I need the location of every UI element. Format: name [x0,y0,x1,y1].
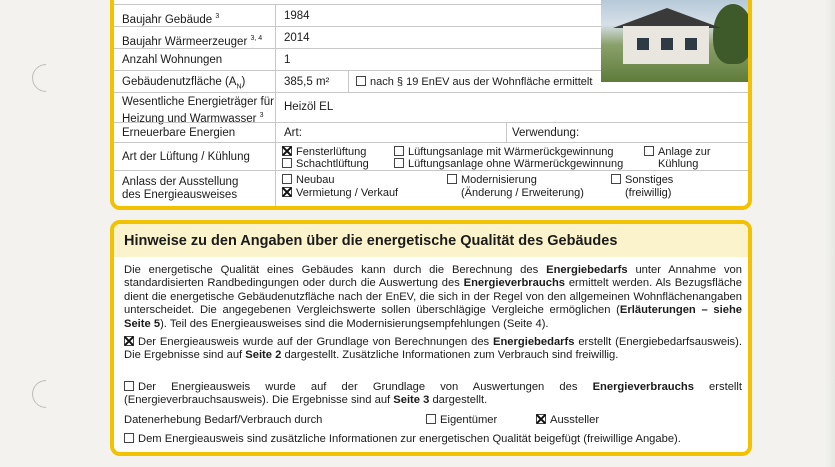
bedarf-text-3: dargestellt. Zusätzliche Informationen zum Verbrauch sind freiwillig. [281,349,619,362]
label-baujahr-gebaeude: Baujahr Gebäude [122,13,213,26]
punch-hole-bottom [26,374,66,414]
hinweise-header [114,224,748,257]
bedarf-text-1: Der Energieausweis wurde auf der Grundlage von Berechnungen des [138,336,494,348]
checkbox-lueftung-mit-wrg[interactable] [394,146,404,156]
intro-bold-1: Energiebedarfs [546,264,628,276]
label-sonstiges-2: (freiwillig) [625,187,672,199]
intro-text-1: Die energetische Qualität eines Gebäudes kann durch die Berechnung des [124,264,547,276]
building-photo [601,0,748,82]
bedarf-text-2: erstellt (Energiebedarfsausweis). Die Ergebnisse sind auf [124,336,742,362]
label-lueftung-ohne-wrg: Lüftungsanlage ohne Wärmerückgewinnung [408,158,624,170]
label-modernisierung-1: Modernisierung [461,174,537,186]
label-zusatzinfo: Dem Energieausweis sind zusätzliche Informationen zur energetischen Qualität beigefügt (freiwillige Angabe). [138,433,681,445]
label-sonstiges-1: Sonstiges [625,174,674,186]
label-anzahl-wohnungen: Anzahl Wohnungen [122,54,223,66]
house-window [685,38,697,50]
row-erneuerbare [114,122,748,143]
label-anlass-2: des Energieausweises [122,189,238,201]
footnote-ref: 3 [259,112,264,119]
row-baujahr-gebaeude [114,4,601,27]
label-lueftung: Art der Lüftung / Kühlung [122,151,250,163]
label-neubau: Neubau [296,174,335,186]
checkbox-neubau[interactable] [282,174,292,184]
intro-bold-2: Energieverbrauchs [463,277,565,290]
label-nutzflaeche: Gebäudenutzfläche (A [122,76,237,88]
value-energietraeger: Heizöl EL [284,101,334,113]
option-verbrauchsausweis [124,381,742,408]
row-baujahr-waermeerzeuger [114,26,601,49]
label-anlass-1: Anlass der Ausstellung [122,176,239,188]
verbrauch-bold-2: Seite 3 [393,394,430,407]
label-datenerhebung: Datenerhebung Bedarf/Verbrauch durch [124,414,323,426]
house-window [637,38,649,50]
checkbox-vermietung-verkauf[interactable] [282,187,292,197]
checkbox-fensterlueftung[interactable] [282,146,292,156]
hinweise-intro [124,264,742,331]
checkbox-19-enev[interactable] [356,76,366,86]
checkbox-verbrauchsausweis[interactable] [124,381,134,391]
label-art: Art: [284,127,302,139]
label-kuehlung-2: Kühlung [658,158,699,170]
label-kuehlung-1: Anlage zur [658,146,711,158]
label-modernisierung-2: (Änderung / Erweiterung) [461,187,584,199]
footnote-ref: 3 [215,13,220,20]
intro-bold-3: Erläuterungen – siehe Seite 5 [124,304,742,330]
value-baujahr-gebaeude: 1984 [284,10,310,22]
house-roof [613,8,721,28]
hinweise-title: Hinweise zu den Angaben über die energetische Qualität des Gebäudes [124,233,618,249]
punch-hole-top [26,58,66,98]
intro-text-2: unter Annahme von standardisierten Randbedingungen oder durch die Auswertung des [124,264,743,290]
label-energietraeger-2: Heizung und Warmwasser [122,112,257,125]
checkbox-schachtlueftung[interactable] [282,158,292,168]
value-baujahr-waermeerzeuger: 2014 [284,32,310,44]
row-lueftung [114,142,748,171]
value-anzahl-wohnungen: 1 [284,54,291,66]
label-19-enev: nach § 19 EnEV aus der Wohnfläche ermittelt [370,76,593,88]
page-edge [825,0,835,467]
row-anlass [114,170,748,207]
footnote-ref: 3, 4 [250,35,263,42]
bedarf-bold-2: Seite 2 [245,349,282,362]
label-energietraeger-1: Wesentliche Energieträger für [122,96,274,108]
checkbox-kuehlung[interactable] [644,146,654,156]
row-anzahl-wohnungen [114,48,601,71]
verbrauch-bold-1: Energieverbrauchs [592,381,694,393]
checkbox-modernisierung[interactable] [447,174,457,184]
label-aussteller: Aussteller [550,414,600,426]
building-data-box [110,0,752,210]
checkbox-eigentuemer[interactable] [426,414,436,424]
checkbox-aussteller[interactable] [536,414,546,424]
verbrauch-text-3: dargestellt. [429,394,488,407]
checkbox-sonstiges[interactable] [611,174,621,184]
checkbox-bedarfsausweis[interactable] [124,336,134,346]
label-schachtlueftung: Schachtlüftung [296,158,369,170]
cell-separator [506,123,507,143]
label-nutzflaeche-end: ) [241,76,246,88]
intro-text-4: ). Teil des Energieausweises sind die Modernisierungsempfehlungen (Seite 4). [160,317,549,330]
subscript-n: N [236,83,242,91]
label-eigentuemer: Eigentümer [440,414,498,426]
label-baujahr-waermeerzeuger: Baujahr Wärmeerzeuger [122,35,248,48]
hinweise-box [110,220,752,456]
label-verwendung: Verwendung: [512,127,580,139]
house-window [661,38,673,50]
label-vermietung-verkauf: Vermietung / Verkauf [296,187,399,199]
verbrauch-text-2: erstellt (Energieverbrauchsausweis). Die Ergebnisse sind auf [124,381,742,407]
label-fensterlueftung: Fensterlüftung [296,146,367,158]
row-energietraeger [114,92,748,123]
intro-text-3: ermittelt werden. Als Bezugsfläche dient die energetische Gebäudenutzfläche nach der EnEV, die sich in der Regel von den allgemeinen Wohnflächenangaben unterscheidet. Die angegebenen Vergleichswerte sollen überschlägige Vergleiche ermöglichen ( [124,277,742,317]
value-nutzflaeche: 385,5 m² [284,76,330,88]
checkbox-zusatzinfo[interactable] [124,433,134,443]
checkbox-lueftung-ohne-wrg[interactable] [394,158,404,168]
label-erneuerbare: Erneuerbare Energien [122,127,236,139]
cell-separator [348,71,349,93]
label-lueftung-mit-wrg: Lüftungsanlage mit Wärmerückgewinnung [408,146,614,158]
verbrauch-text-1: Der Energieausweis wurde auf der Grundlage von Auswertungen des [138,381,593,393]
option-bedarfsausweis [124,336,742,363]
bedarf-bold-1: Energiebedarfs [493,336,575,348]
